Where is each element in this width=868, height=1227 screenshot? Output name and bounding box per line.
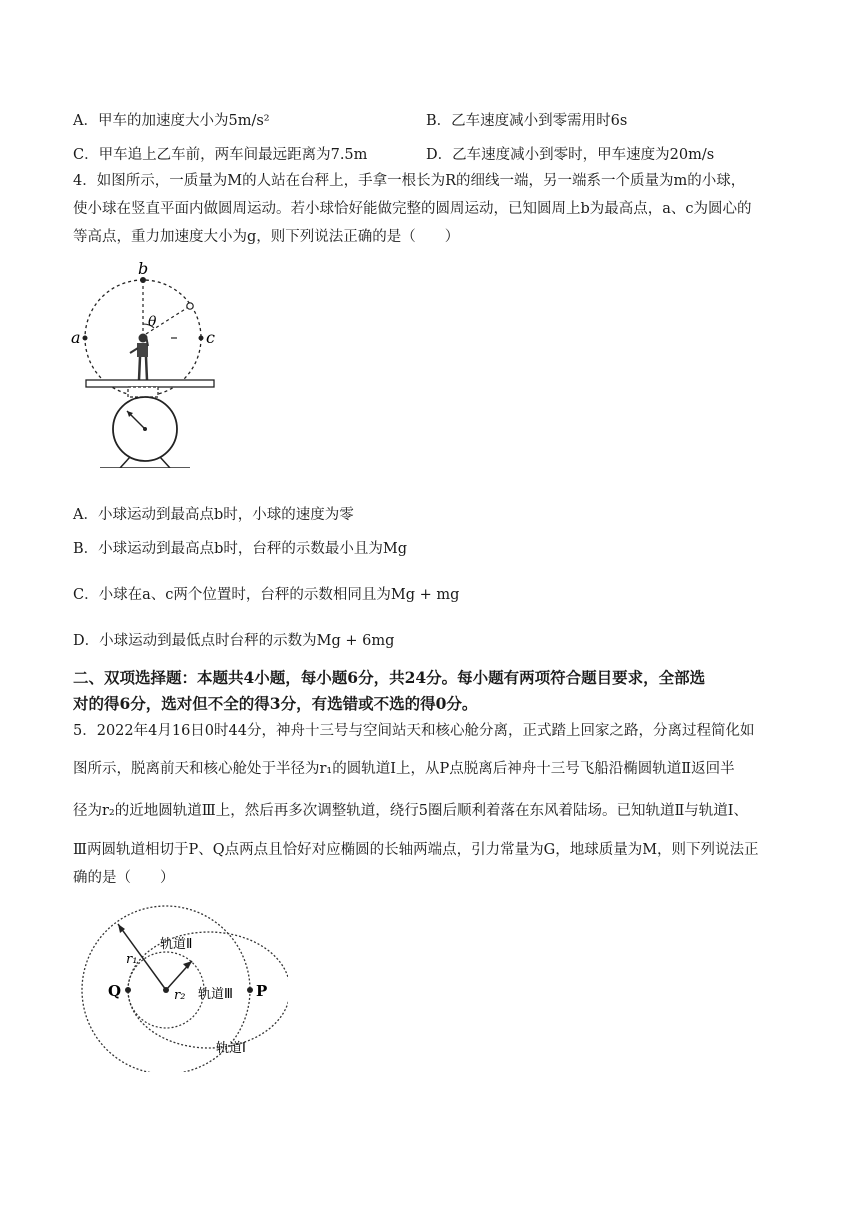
q4-option-c: C．小球在a、c两个位置时，台秤的示数相同且为Mg + mg (73, 587, 460, 603)
label-r1: r₁ (126, 952, 138, 967)
label-orbit-3: 轨道Ⅲ (198, 987, 233, 1002)
q3-option-a: A．甲车的加速度大小为5m/s² (73, 113, 270, 129)
label-q: Q (108, 982, 122, 1000)
q4-option-b: B．小球运动到最高点b时，台秤的示数最小且为Mg (73, 541, 408, 557)
q3-option-c: C．甲车追上乙车前，两车间最远距离为7.5m (73, 147, 368, 163)
label-p: P (256, 982, 268, 1000)
q5-stem-line-2: 图所示，脱离前天和核心舱处于半径为r₁的圆轨道Ⅰ上，从P点脱离后神舟十三号飞船沿椭圆轨道Ⅱ返回半 (73, 761, 735, 777)
label-c: c (206, 328, 215, 347)
label-a: a (71, 328, 81, 347)
q5-stem-line-1: 5．2022年4月16日0时44分，神舟十三号与空间站天和核心舱分离，正式踏上回家之路，分离过程简化如 (73, 723, 755, 739)
section-2-heading-line-2: 对的得6分，选对但不全的得3分，有选错或不选的得0分。 (73, 694, 478, 713)
q4-figure-circular-motion-scale (68, 258, 228, 468)
q5-stem-line-3: 径为r₂的近地圆轨道Ⅲ上，然后再多次调整轨道，绕行5圈后顺利着落在东风着陆场。已知轨道Ⅱ与轨道Ⅰ、 (73, 803, 749, 819)
q3-option-b: B．乙车速度减小到零需用时6s (426, 113, 628, 129)
q4-option-d: D．小球运动到最低点时台秤的示数为Mg + 6mg (73, 633, 395, 649)
q3-option-d: D．乙车速度减小到零时，甲车速度为20m/s (426, 147, 715, 163)
q5-stem-line-5: 确的是（ ） (73, 870, 175, 886)
label-theta: θ (148, 314, 157, 330)
label-orbit-1: 轨道Ⅰ (216, 1041, 246, 1056)
label-orbit-2: 轨道Ⅱ (160, 937, 193, 952)
q4-stem-line-3: 等高点，重力加速度大小为g，则下列说法正确的是（ ） (73, 229, 460, 245)
section-2-heading-line-1: 二、双项选择题：本题共4小题，每小题6分，共24分。每小题有两项符合题目要求，全部选 (73, 668, 706, 687)
q5-figure-orbits (78, 902, 288, 1072)
q4-option-a: A．小球运动到最高点b时，小球的速度为零 (73, 507, 354, 523)
q5-stem-line-4: Ⅲ两圆轨道相切于P、Q点两点且恰好对应椭圆的长轴两端点，引力常量为G，地球质量为M，则下列说法正 (73, 842, 759, 858)
q4-stem-line-2: 使小球在竖直平面内做圆周运动。若小球恰好能做完整的圆周运动，已知圆周上b为最高点，a、c为圆心的 (73, 201, 752, 217)
label-b: b (138, 259, 149, 278)
q4-stem-line-1: 4．如图所示，一质量为M的人站在台秤上，手拿一根长为R的细线一端，另一端系一个质量为m的小球， (73, 173, 746, 189)
label-r2: r₂ (174, 988, 186, 1003)
